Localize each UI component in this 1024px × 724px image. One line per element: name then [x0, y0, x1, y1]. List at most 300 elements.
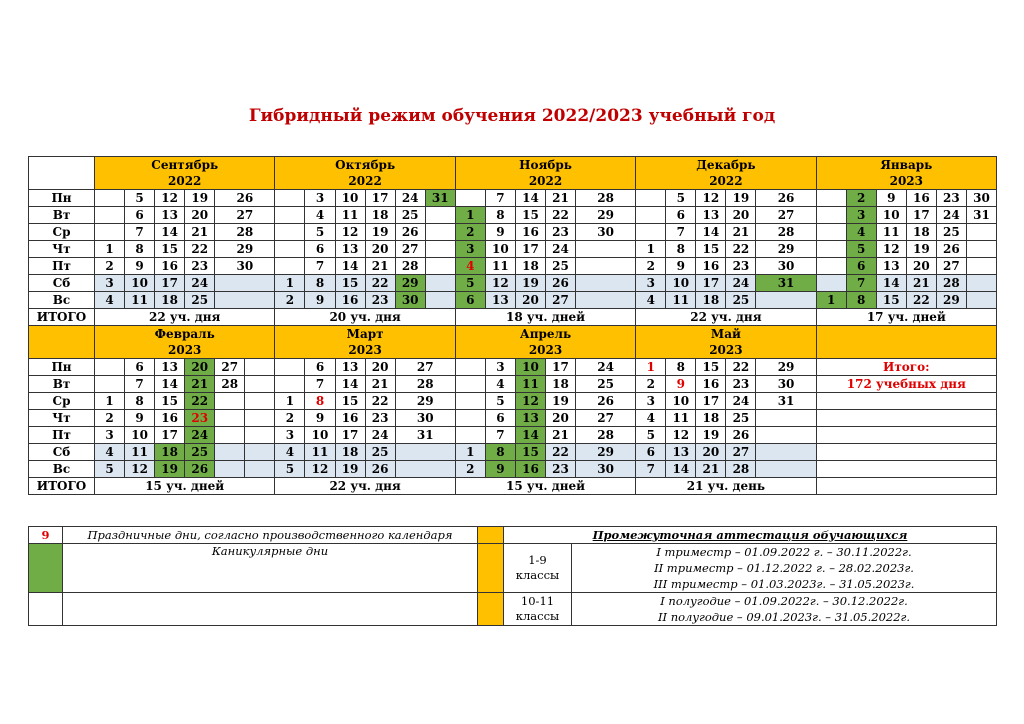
day-cell: 12	[335, 224, 365, 241]
day-cell: 12	[155, 190, 185, 207]
day-cell	[395, 444, 455, 461]
day-cell: 17	[546, 359, 576, 376]
day-cell	[425, 241, 455, 258]
day-cell: 23	[726, 376, 756, 393]
day-cell: 10	[125, 427, 155, 444]
month-name: Январь	[880, 158, 933, 172]
day-cell: 26	[936, 241, 966, 258]
day-cell: 13	[876, 258, 906, 275]
day-cell: 21	[546, 427, 576, 444]
day-cell: 26	[756, 190, 816, 207]
day-cell: 24	[185, 275, 215, 292]
day-cell: 28	[395, 258, 425, 275]
day-cell: 18	[155, 292, 185, 309]
day-cell: 21	[185, 224, 215, 241]
day-cell: 17	[155, 427, 185, 444]
day-cell: 26	[576, 393, 636, 410]
day-cell: 19	[185, 190, 215, 207]
day-cell: 1	[95, 393, 125, 410]
day-cell: 14	[666, 461, 696, 478]
month-header	[455, 157, 635, 190]
weekday-label: Чт	[29, 241, 95, 258]
day-cell: 31	[395, 427, 455, 444]
group1-period-1: I триместр – 01.09.2022 г. – 30.11.2022г.	[572, 544, 997, 561]
day-cell	[816, 190, 846, 207]
month-total: 18 уч. дней	[455, 309, 635, 326]
day-cell: 25	[936, 224, 966, 241]
month-header	[816, 157, 996, 190]
day-cell: 21	[185, 376, 215, 393]
month-header	[455, 326, 635, 359]
month-total: 15 уч. дней	[95, 478, 275, 495]
day-cell: 28	[395, 376, 455, 393]
day-cell: 7	[666, 224, 696, 241]
day-cell: 14	[335, 258, 365, 275]
day-cell: 14	[876, 275, 906, 292]
day-cell: 25	[395, 207, 425, 224]
month-year: 2023	[889, 174, 924, 188]
summary-cell	[816, 410, 996, 427]
day-cell: 29	[756, 241, 816, 258]
day-cell: 18	[365, 207, 395, 224]
day-cell	[756, 444, 816, 461]
day-cell: 11	[666, 292, 696, 309]
day-cell	[425, 207, 455, 224]
day-cell: 11	[876, 224, 906, 241]
day-cell: 6	[125, 207, 155, 224]
day-cell: 11	[305, 444, 335, 461]
day-cell: 19	[335, 461, 365, 478]
day-cell: 6	[455, 292, 485, 309]
day-cell	[275, 359, 305, 376]
day-cell: 16	[696, 258, 726, 275]
day-cell	[245, 410, 275, 427]
day-cell: 5	[846, 241, 876, 258]
day-cell: 12	[305, 461, 335, 478]
day-cell: 5	[305, 224, 335, 241]
day-cell	[455, 427, 485, 444]
day-cell: 22	[365, 275, 395, 292]
month-name: Февраль	[154, 327, 215, 341]
day-cell: 1	[636, 359, 666, 376]
day-cell: 21	[365, 258, 395, 275]
day-cell: 9	[876, 190, 906, 207]
day-cell: 14	[155, 224, 185, 241]
day-cell	[455, 359, 485, 376]
day-cell	[636, 190, 666, 207]
day-cell: 29	[395, 275, 425, 292]
day-cell: 28	[576, 190, 636, 207]
day-cell: 5	[666, 190, 696, 207]
day-cell	[95, 224, 125, 241]
day-cell	[455, 376, 485, 393]
day-cell: 1	[95, 241, 125, 258]
day-cell: 19	[546, 393, 576, 410]
block-header-corner	[29, 326, 95, 359]
day-cell: 26	[365, 461, 395, 478]
day-cell: 19	[155, 461, 185, 478]
group1-period-3: III триместр – 01.03.2023г. – 31.05.2023г.	[572, 576, 997, 593]
day-cell: 27	[756, 207, 816, 224]
day-cell	[95, 190, 125, 207]
day-cell: 22	[185, 393, 215, 410]
month-total: 20 уч. дня	[275, 309, 455, 326]
day-cell: 9	[125, 410, 155, 427]
day-cell: 3	[485, 359, 515, 376]
day-cell: 26	[395, 224, 425, 241]
day-cell: 9	[666, 376, 696, 393]
day-cell: 29	[576, 444, 636, 461]
day-cell: 16	[335, 292, 365, 309]
day-cell: 20	[696, 444, 726, 461]
day-cell: 27	[936, 258, 966, 275]
weekday-label: Вт	[29, 376, 95, 393]
day-cell: 4	[636, 292, 666, 309]
month-year: 2022	[348, 174, 382, 188]
legend-blank-cell	[29, 593, 63, 626]
day-cell: 17	[155, 275, 185, 292]
day-cell: 28	[576, 427, 636, 444]
group1-classes-word: классы	[515, 568, 560, 582]
day-cell: 30	[215, 258, 275, 275]
day-cell	[816, 258, 846, 275]
day-cell: 13	[155, 359, 185, 376]
group2-period-2: II полугодие – 09.01.2023г. – 31.05.2022г.	[572, 609, 997, 626]
group1-classes	[504, 544, 572, 593]
day-cell: 9	[125, 258, 155, 275]
day-cell	[275, 207, 305, 224]
day-cell: 22	[726, 359, 756, 376]
day-cell: 23	[365, 410, 395, 427]
legend-table	[28, 526, 997, 626]
day-cell: 3	[95, 275, 125, 292]
group2-period-1: I полугодие – 01.09.2022г. – 30.12.2022г.	[572, 593, 997, 610]
weekday-label: Чт	[29, 410, 95, 427]
day-cell	[576, 275, 636, 292]
day-cell	[215, 444, 245, 461]
day-cell: 8	[305, 393, 335, 410]
weekday-label: Сб	[29, 275, 95, 292]
day-cell: 19	[906, 241, 936, 258]
day-cell	[275, 190, 305, 207]
month-header	[95, 326, 275, 359]
day-cell: 7	[636, 461, 666, 478]
day-cell: 25	[726, 410, 756, 427]
day-cell: 1	[455, 207, 485, 224]
day-cell	[215, 393, 245, 410]
day-cell: 15	[515, 207, 545, 224]
day-cell: 5	[455, 275, 485, 292]
day-cell: 15	[696, 359, 726, 376]
month-year: 2023	[709, 343, 743, 357]
weekday-label: Пн	[29, 190, 95, 207]
day-cell: 6	[485, 410, 515, 427]
day-cell: 2	[275, 410, 305, 427]
day-cell: 31	[756, 275, 816, 292]
day-cell	[275, 241, 305, 258]
weekday-label: Ср	[29, 224, 95, 241]
day-cell	[425, 292, 455, 309]
day-cell: 29	[756, 359, 816, 376]
day-cell	[275, 376, 305, 393]
day-cell: 30	[576, 461, 636, 478]
day-cell: 12	[696, 190, 726, 207]
day-cell: 14	[696, 224, 726, 241]
day-cell	[966, 241, 996, 258]
group2-yellow-marker	[478, 593, 504, 626]
day-cell: 24	[395, 190, 425, 207]
weekday-label: Вс	[29, 461, 95, 478]
month-name: Май	[710, 327, 741, 341]
summary-value: 172 учебных дня	[816, 376, 996, 393]
day-cell: 16	[515, 461, 545, 478]
day-cell: 29	[215, 241, 275, 258]
month-header	[275, 157, 455, 190]
day-cell: 21	[906, 275, 936, 292]
day-cell: 21	[696, 461, 726, 478]
day-cell: 15	[155, 241, 185, 258]
day-cell	[636, 207, 666, 224]
summary-label: Итого:	[816, 359, 996, 376]
day-cell	[215, 275, 275, 292]
day-cell: 3	[305, 190, 335, 207]
weekday-label: Вс	[29, 292, 95, 309]
day-cell: 22	[546, 207, 576, 224]
day-cell: 2	[95, 258, 125, 275]
day-cell	[576, 241, 636, 258]
day-cell: 22	[365, 393, 395, 410]
day-cell: 9	[485, 461, 515, 478]
day-cell	[756, 292, 816, 309]
summary-cell	[816, 461, 996, 478]
day-cell	[455, 410, 485, 427]
day-cell: 2	[636, 376, 666, 393]
day-cell: 21	[726, 224, 756, 241]
day-cell: 27	[726, 444, 756, 461]
day-cell: 2	[455, 461, 485, 478]
day-cell	[756, 410, 816, 427]
day-cell	[215, 427, 245, 444]
day-cell	[966, 224, 996, 241]
day-cell: 19	[696, 427, 726, 444]
day-cell	[95, 207, 125, 224]
group2-classes-word: классы	[515, 609, 560, 623]
day-cell: 19	[365, 224, 395, 241]
day-cell: 4	[636, 410, 666, 427]
day-cell: 23	[936, 190, 966, 207]
month-header	[275, 326, 455, 359]
day-cell: 4	[95, 444, 125, 461]
day-cell: 15	[876, 292, 906, 309]
day-cell: 2	[846, 190, 876, 207]
day-cell: 13	[335, 359, 365, 376]
day-cell: 4	[95, 292, 125, 309]
day-cell: 16	[155, 258, 185, 275]
weekday-label: Пн	[29, 359, 95, 376]
month-name: Март	[346, 327, 384, 341]
day-cell	[245, 461, 275, 478]
day-cell: 25	[185, 444, 215, 461]
day-cell: 25	[726, 292, 756, 309]
day-cell: 6	[305, 359, 335, 376]
day-cell: 30	[395, 292, 425, 309]
day-cell: 18	[546, 376, 576, 393]
day-cell: 11	[125, 292, 155, 309]
day-cell: 28	[756, 224, 816, 241]
day-cell: 20	[365, 241, 395, 258]
day-cell: 18	[515, 258, 545, 275]
day-cell: 18	[155, 444, 185, 461]
day-cell: 24	[936, 207, 966, 224]
day-cell: 29	[936, 292, 966, 309]
month-name: Декабрь	[696, 158, 756, 172]
day-cell: 4	[275, 444, 305, 461]
summary-total-blank	[816, 478, 996, 495]
weekday-label: Ср	[29, 393, 95, 410]
day-cell: 31	[966, 207, 996, 224]
day-cell: 2	[455, 224, 485, 241]
day-cell: 15	[335, 275, 365, 292]
day-cell: 25	[185, 292, 215, 309]
day-cell: 3	[455, 241, 485, 258]
month-year: 2022	[528, 174, 563, 188]
day-cell: 1	[275, 393, 305, 410]
month-total: 15 уч. дней	[455, 478, 635, 495]
page-title: Гибридный режим обучения 2022/2023 учебный год	[248, 106, 776, 126]
day-cell: 26	[215, 190, 275, 207]
day-cell: 11	[666, 410, 696, 427]
day-cell: 23	[365, 292, 395, 309]
month-year: 2022	[709, 174, 743, 188]
month-year: 2023	[348, 343, 382, 357]
day-cell: 3	[636, 275, 666, 292]
day-cell: 27	[395, 359, 455, 376]
day-cell	[756, 461, 816, 478]
vacation-legend-text: Каникулярные дни	[63, 544, 478, 593]
month-year: 2022	[168, 174, 202, 188]
day-cell: 30	[756, 376, 816, 393]
day-cell	[215, 410, 245, 427]
day-cell	[95, 359, 125, 376]
day-cell: 17	[696, 275, 726, 292]
day-cell	[966, 258, 996, 275]
day-cell: 23	[185, 410, 215, 427]
day-cell: 7	[485, 190, 515, 207]
day-cell: 6	[305, 241, 335, 258]
day-cell	[95, 376, 125, 393]
month-header	[636, 157, 816, 190]
day-cell: 12	[125, 461, 155, 478]
day-cell: 1	[275, 275, 305, 292]
day-cell: 4	[455, 258, 485, 275]
day-cell: 23	[185, 258, 215, 275]
day-cell: 9	[305, 292, 335, 309]
day-cell	[966, 292, 996, 309]
day-cell: 30	[395, 410, 455, 427]
day-cell	[245, 359, 275, 376]
day-cell: 3	[636, 393, 666, 410]
day-cell	[576, 258, 636, 275]
day-cell: 8	[125, 393, 155, 410]
day-cell: 25	[576, 376, 636, 393]
day-cell: 22	[546, 444, 576, 461]
day-cell: 27	[215, 359, 245, 376]
holiday-marker: 9	[29, 527, 63, 544]
group2-classes	[504, 593, 572, 626]
day-cell: 19	[726, 190, 756, 207]
day-cell: 12	[515, 393, 545, 410]
day-cell: 14	[515, 190, 545, 207]
day-cell: 8	[666, 359, 696, 376]
day-cell: 9	[485, 224, 515, 241]
month-total: 21 уч. день	[636, 478, 816, 495]
day-cell: 13	[485, 292, 515, 309]
month-name: Ноябрь	[519, 158, 572, 172]
month-name: Октябрь	[335, 158, 396, 172]
day-cell: 8	[485, 207, 515, 224]
day-cell: 22	[185, 241, 215, 258]
day-cell	[455, 393, 485, 410]
day-cell: 8	[666, 241, 696, 258]
attestation-yellow-marker	[478, 527, 504, 544]
day-cell: 30	[756, 258, 816, 275]
day-cell: 24	[726, 393, 756, 410]
day-cell: 14	[335, 376, 365, 393]
day-cell: 8	[485, 444, 515, 461]
day-cell	[245, 393, 275, 410]
day-cell: 20	[546, 410, 576, 427]
day-cell: 11	[515, 376, 545, 393]
day-cell: 27	[576, 410, 636, 427]
day-cell: 17	[335, 427, 365, 444]
day-cell: 7	[305, 258, 335, 275]
day-cell: 11	[485, 258, 515, 275]
day-cell: 31	[756, 393, 816, 410]
day-cell: 22	[726, 241, 756, 258]
day-cell	[245, 376, 275, 393]
day-cell: 27	[546, 292, 576, 309]
day-cell: 20	[515, 292, 545, 309]
day-cell: 16	[696, 376, 726, 393]
day-cell: 16	[155, 410, 185, 427]
day-cell: 15	[155, 393, 185, 410]
day-cell: 20	[906, 258, 936, 275]
day-cell: 9	[666, 258, 696, 275]
day-cell	[425, 224, 455, 241]
day-cell: 12	[666, 427, 696, 444]
day-cell: 7	[125, 224, 155, 241]
day-cell: 6	[125, 359, 155, 376]
day-cell: 16	[335, 410, 365, 427]
day-cell: 13	[666, 444, 696, 461]
day-cell	[455, 190, 485, 207]
day-cell: 10	[666, 275, 696, 292]
total-label: ИТОГО	[29, 478, 95, 495]
day-cell	[816, 224, 846, 241]
day-cell: 28	[726, 461, 756, 478]
day-cell	[275, 224, 305, 241]
day-cell: 4	[305, 207, 335, 224]
day-cell: 7	[485, 427, 515, 444]
weekday-label: Вт	[29, 207, 95, 224]
day-cell: 20	[365, 359, 395, 376]
total-label: ИТОГО	[29, 309, 95, 326]
month-year: 2023	[168, 343, 202, 357]
month-total: 22 уч. дня	[275, 478, 455, 495]
day-cell: 26	[185, 461, 215, 478]
day-cell: 24	[185, 427, 215, 444]
day-cell: 15	[515, 444, 545, 461]
